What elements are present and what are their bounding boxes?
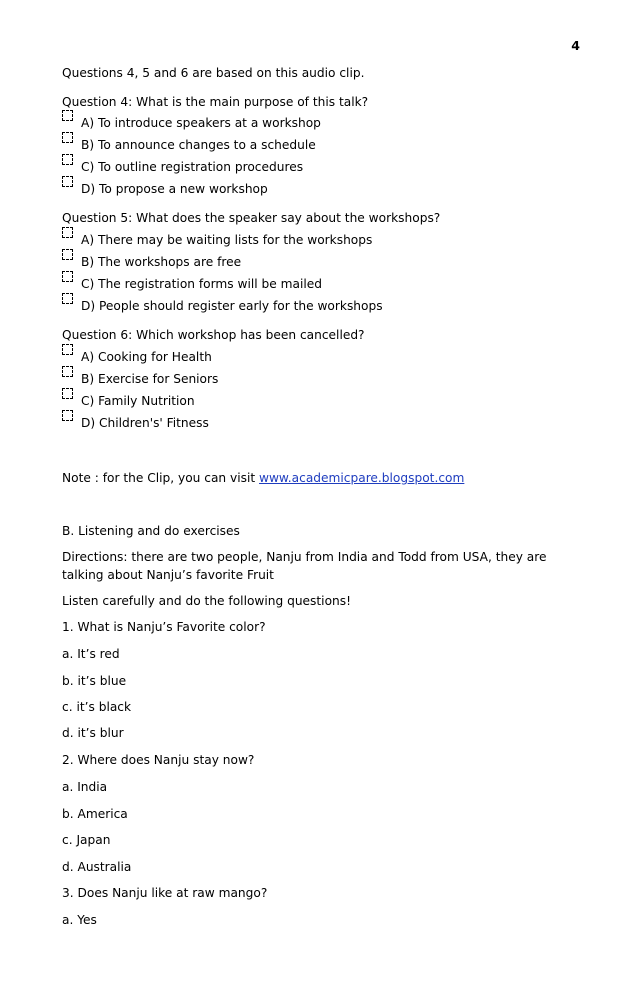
b-question-2: 2. Where does Nanju stay now?: [62, 753, 255, 767]
question-5: Question 5: What does the speaker say about the workshops?: [62, 211, 441, 225]
b-q2-option-b: b. America: [62, 807, 128, 821]
checkbox-icon[interactable]: [62, 154, 73, 165]
b-question-1: 1. What is Nanju’s Favorite color?: [62, 620, 266, 634]
section-b-title: B. Listening and do exercises: [62, 524, 240, 538]
directions-text: Directions: there are two people, Nanju from India and Todd from USA, they are talking about Nanju’s favorite Fruit: [62, 550, 547, 582]
intro-line: Questions 4, 5 and 6 are based on this audio clip.: [62, 66, 365, 80]
checkbox-icon[interactable]: [62, 410, 73, 421]
b-q1-option-c: c. it’s black: [62, 700, 132, 714]
instruction-text: Listen carefully and do the following questions!: [62, 594, 351, 608]
checkbox-icon[interactable]: [62, 344, 73, 355]
b-question-3: 3. Does Nanju like at raw mango?: [62, 886, 268, 900]
b-q1-option-a: a. It’s red: [62, 647, 120, 661]
checkbox-icon[interactable]: [62, 176, 73, 187]
page-number: 4: [571, 38, 580, 53]
checkbox-icon[interactable]: [62, 366, 73, 377]
checkbox-icon[interactable]: [62, 132, 73, 143]
b-q1-option-d: d. it’s blur: [62, 726, 124, 740]
checkbox-icon[interactable]: [62, 293, 73, 304]
checkbox-icon[interactable]: [62, 249, 73, 260]
question-4: Question 4: What is the main purpose of this talk?: [62, 95, 369, 109]
b-q2-option-c: c. Japan: [62, 833, 111, 847]
b-q2-option-d: d. Australia: [62, 860, 132, 874]
checkbox-icon[interactable]: [62, 110, 73, 121]
checkbox-icon[interactable]: [62, 227, 73, 238]
b-q3-option-a: a. Yes: [62, 913, 97, 927]
note-line: Note : for the Clip, you can visit www.academicpare.blogspot.com: [62, 471, 465, 485]
blog-link[interactable]: www.academicpare.blogspot.com: [259, 471, 465, 485]
checkbox-icon[interactable]: [62, 271, 73, 282]
checkbox-icon[interactable]: [62, 388, 73, 399]
question-6: Question 6: Which workshop has been cancelled?: [62, 328, 365, 342]
b-q1-option-b: b. it’s blue: [62, 674, 127, 688]
b-q2-option-a: a. India: [62, 780, 108, 794]
